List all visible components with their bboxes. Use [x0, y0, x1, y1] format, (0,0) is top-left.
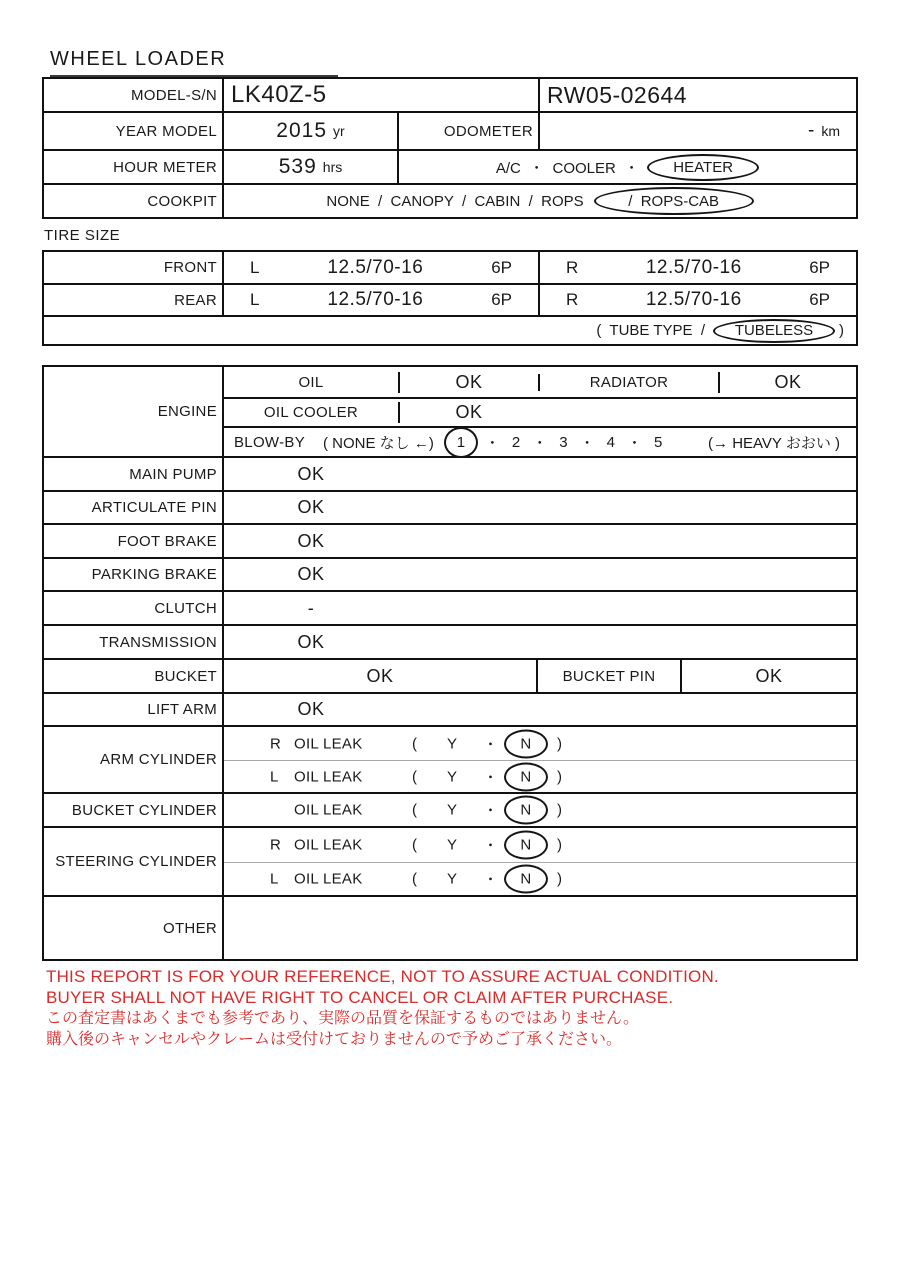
articulate-pin-cell [222, 492, 856, 523]
transmission-label: TRANSMISSION [99, 633, 217, 651]
lift-arm-label: LIFT ARM [147, 701, 217, 718]
cookpit-selected-circle [594, 187, 754, 215]
hour-ac-row [44, 149, 856, 183]
parking-brake-row [44, 557, 856, 590]
leak-dot: ・ [483, 837, 499, 855]
tube-type-text: ( TUBE TYPE / [596, 322, 705, 339]
disclaimer-line-jp-2: 購入後のキャンセルやクレームは受付けておりませんので予めご了承ください。 [46, 1031, 623, 1048]
odometer-number: - [808, 120, 816, 141]
odometer-unit: km [821, 123, 840, 139]
tire-rear-row [44, 283, 856, 315]
articulate-pin-value: OK [297, 497, 325, 517]
blowby-scale-3: 3 [559, 433, 568, 451]
hour-meter-value [222, 151, 397, 183]
cookpit-label: COOKPIT [147, 192, 217, 210]
leak-dot: ・ [483, 769, 499, 786]
leak-dot: ・ [483, 802, 499, 820]
oil-leak-label: OIL LEAK [294, 801, 363, 819]
side-mark: L [270, 870, 279, 888]
radiator-label: RADIATOR [538, 374, 718, 391]
clutch-label: CLUTCH [154, 599, 217, 617]
steering-cylinder-r-row [224, 828, 856, 862]
cookpit-options-text: NONE / CANOPY / CABIN / ROPS [326, 192, 584, 210]
ac-selected-circle [647, 154, 759, 181]
foot-brake-value: OK [297, 530, 325, 551]
engine-subrows [222, 367, 856, 456]
leak-no: N [520, 768, 532, 785]
paren-close: ) [557, 870, 563, 888]
blowby-dot: ・ [484, 434, 500, 452]
leak-dot: ・ [483, 736, 499, 753]
tire-front-right [538, 252, 856, 283]
leak-no-circle [504, 796, 548, 825]
tire-size-section-label: TIRE SIZE [44, 227, 121, 244]
parking-brake-value: OK [297, 564, 325, 584]
bucket-cylinder-subrows [222, 794, 856, 826]
tire-front-right-ply: 6P [809, 257, 830, 277]
transmission-row [44, 624, 856, 658]
tire-front-label: FRONT [163, 259, 217, 276]
tire-rear-right-ply: 6P [809, 290, 830, 309]
parking-brake-label: PARKING BRAKE [91, 566, 217, 583]
cookpit-options [222, 185, 856, 217]
paren-close: ) [557, 836, 563, 854]
foot-brake-row [44, 523, 856, 557]
tire-front-right-size: 12.5/70-16 [645, 256, 742, 278]
bucket-cylinder-row [44, 792, 856, 826]
side-mark: R [270, 735, 282, 752]
main-pump-row [44, 456, 856, 490]
tire-front-row [44, 252, 856, 283]
bucket-label: BUCKET [154, 667, 217, 685]
year-odometer-row [44, 111, 856, 149]
articulate-pin-label: ARTICULATE PIN [91, 499, 217, 516]
blowby-selected-circle [444, 427, 478, 458]
year-model-label: YEAR MODEL [115, 122, 217, 140]
arm-cylinder-label: ARM CYLINDER [100, 751, 217, 768]
inspection-table [42, 365, 858, 961]
disclaimer-line-jp-1: この査定書はあくまでも参考であり、実際の品質を保証するものではありません。 [46, 1010, 639, 1027]
leak-yes: Y [447, 801, 458, 819]
tire-left-mark: L [250, 257, 260, 277]
side-mark: R [270, 836, 282, 854]
engine-oil-cooler-row [224, 397, 856, 426]
paren-open: ( [412, 768, 418, 785]
leak-no-circle [504, 865, 548, 894]
blowby-row [224, 426, 856, 456]
bucket-pin-value: OK [680, 660, 856, 692]
arm-cylinder-group [44, 725, 856, 792]
blowby-scale-2: 2 [511, 433, 521, 451]
model-row [44, 79, 856, 111]
foot-brake-label: FOOT BRAKE [117, 532, 217, 550]
hour-meter-label: HOUR METER [113, 158, 217, 176]
tire-rear-right-size: 12.5/70-16 [645, 289, 742, 310]
paren-open: ( [412, 735, 418, 752]
bucket-row [44, 658, 856, 692]
paren-open: ( [412, 870, 418, 888]
blowby-scale-5: 5 [653, 433, 663, 451]
side-mark: L [270, 768, 279, 785]
clutch-row [44, 590, 856, 624]
transmission-value: OK [297, 631, 325, 652]
main-pump-label: MAIN PUMP [129, 465, 217, 483]
engine-oil-value: OK [398, 372, 538, 393]
hour-unit: hrs [322, 159, 343, 175]
leak-no: N [520, 735, 532, 752]
engine-group-row [44, 367, 856, 456]
oil-leak-label: OIL LEAK [294, 870, 363, 888]
leak-no: N [520, 870, 532, 888]
foot-brake-cell [222, 525, 856, 557]
oil-leak-label: OIL LEAK [294, 768, 363, 785]
oil-leak-label: OIL LEAK [294, 735, 363, 752]
odometer-value [538, 113, 856, 149]
radiator-value: OK [718, 372, 856, 393]
engine-oil-label: OIL [298, 373, 324, 391]
model-sn-label: MODEL-S/N [130, 86, 217, 104]
bucket-cylinder-label: BUCKET CYLINDER [71, 801, 217, 819]
model-value: LK40Z-5 [222, 79, 538, 111]
leak-yes: Y [447, 870, 458, 888]
tube-type-row [44, 315, 856, 344]
bucket-pin-label: BUCKET PIN [536, 660, 680, 692]
oil-leak-label: OIL LEAK [294, 836, 363, 854]
other-row [44, 895, 856, 959]
steering-cylinder-subrows [222, 828, 856, 895]
steering-cylinder-group [44, 826, 856, 895]
blowby-scale-4: 4 [606, 433, 615, 451]
tire-left-mark: L [250, 290, 260, 309]
paren-close: ) [557, 801, 563, 819]
lift-arm-row [44, 692, 856, 725]
other-label: OTHER [163, 919, 217, 937]
serial-value: RW05-02644 [538, 79, 856, 111]
paren-close: ) [557, 768, 563, 785]
bucket-value: OK [222, 660, 536, 692]
steering-cylinder-l-row [224, 862, 856, 895]
tire-rear-left-size: 12.5/70-16 [327, 289, 424, 310]
other-cell [222, 897, 856, 959]
main-pump-cell [222, 458, 856, 490]
leak-no: N [520, 801, 532, 819]
arm-cylinder-r-row [224, 727, 856, 760]
leak-no-circle [504, 729, 548, 758]
transmission-cell [222, 626, 856, 658]
parking-brake-cell [222, 559, 856, 590]
year-model-value [222, 113, 397, 149]
arm-cylinder-l-row [224, 760, 856, 792]
header-table [42, 77, 858, 219]
ac-options [397, 151, 856, 183]
blowby-heavy-text: (→ HEAVY おおい ) [708, 434, 840, 452]
tire-rear-right [538, 285, 856, 315]
tire-front-left [222, 252, 538, 283]
tire-front-left-ply: 6P [491, 257, 512, 277]
clutch-cell [222, 592, 856, 624]
leak-yes: Y [447, 735, 458, 752]
leak-yes: Y [447, 768, 458, 785]
main-pump-value: OK [297, 463, 325, 484]
leak-yes: Y [447, 836, 458, 854]
disclaimer-line-en-2: BUYER SHALL NOT HAVE RIGHT TO CANCEL OR CLAIM AFTER PURCHASE. [46, 988, 674, 1007]
tube-selected-text: TUBELESS [734, 322, 814, 339]
odometer-label: ODOMETER [397, 113, 538, 149]
leak-no: N [520, 836, 532, 854]
oil-cooler-label: OIL COOLER [263, 404, 359, 421]
oil-cooler-value: OK [398, 402, 538, 423]
blowby-dot: ・ [532, 434, 548, 452]
tube-type-close: ) [839, 322, 844, 339]
disclaimer-line-en-1: THIS REPORT IS FOR YOUR REFERENCE, NOT TO ASSURE ACTUAL CONDITION. [46, 967, 719, 986]
tire-table [42, 250, 858, 346]
steering-cylinder-label: STEERING CYLINDER [55, 853, 217, 870]
hour-number: 539 [278, 155, 317, 178]
blowby-dot: ・ [626, 434, 642, 452]
cookpit-row [44, 183, 856, 217]
cookpit-selected-text: / ROPS-CAB [628, 192, 720, 210]
year-number: 2015 [276, 119, 328, 142]
bucket-cylinder-leak-row [224, 794, 856, 826]
paren-open: ( [412, 836, 418, 854]
arm-cylinder-subrows [222, 727, 856, 792]
lift-arm-value: OK [297, 699, 325, 719]
disclaimer-block [46, 966, 719, 1050]
lift-arm-cell [222, 694, 856, 725]
tire-rear-left-ply: 6P [491, 290, 512, 309]
blowby-selected-value: 1 [456, 433, 466, 451]
year-unit: yr [333, 123, 345, 139]
engine-label: ENGINE [157, 403, 217, 420]
tire-rear-left [222, 285, 538, 315]
clutch-value: - [307, 597, 315, 618]
tire-right-mark: R [566, 257, 579, 277]
blowby-label: BLOW-BY [234, 433, 306, 451]
leak-no-circle [504, 831, 548, 860]
articulate-pin-row [44, 490, 856, 523]
tire-right-mark: R [566, 290, 579, 309]
engine-oil-row [224, 367, 856, 397]
page-title: WHEEL LOADER [50, 48, 338, 77]
tire-front-left-size: 12.5/70-16 [327, 256, 424, 278]
blowby-none-text: ( NONE なし ←) [323, 434, 434, 452]
paren-open: ( [412, 801, 418, 819]
tire-rear-label: REAR [174, 291, 217, 309]
tube-selected-circle [713, 319, 835, 343]
paren-close: ) [557, 735, 563, 752]
leak-dot: ・ [483, 871, 499, 889]
tube-type-cell [44, 317, 856, 344]
leak-no-circle [504, 762, 548, 791]
blowby-dot: ・ [579, 434, 595, 452]
ac-options-text: A/C ・ COOLER ・ [495, 159, 640, 177]
ac-selected-text: HEATER [673, 158, 734, 176]
